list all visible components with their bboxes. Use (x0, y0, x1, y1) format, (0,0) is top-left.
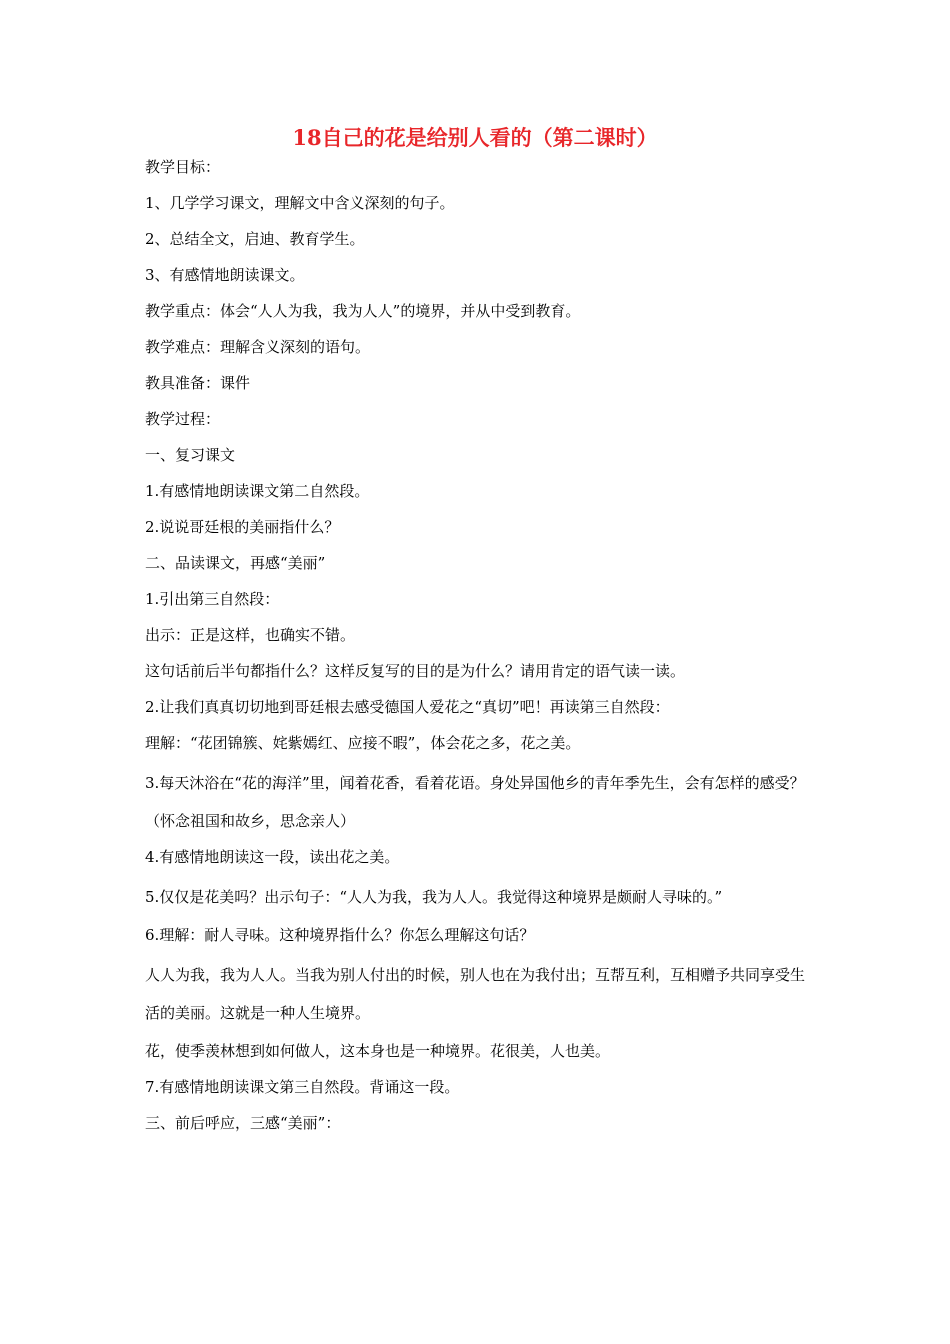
process-step: 1.引出第三自然段： (145, 590, 280, 608)
process-step-paragraph: 人人为我，我为人人。当我为别人付出的时候，别人也在为我付出；互帮互利，互相赠予共同享受生活的美丽。这就是一种人生境界。 (145, 966, 806, 1022)
teaching-focus: 教学重点：体会“人人为我，我为人人”的境界，并从中受到教育。 (145, 302, 581, 320)
process-step: 2.说说哥廷根的美丽指什么？ (145, 518, 340, 536)
process-step: 出示：正是这样，也确实不错。 (145, 626, 356, 644)
process-step: 7.有感情地朗读课文第三自然段。背诵这一段。 (145, 1078, 460, 1096)
process-step: 2.让我们真真切切地到哥廷根去感受德国人爱花之“真切”吧！再读第三自然段： (145, 698, 670, 716)
objective-item-1: 1、几学学习课文，理解文中含义深刻的句子。 (145, 194, 455, 212)
section-heading-objectives: 教学目标： (145, 158, 221, 176)
process-step: 理解：“花团锦簇、姹紫嫣红、应接不暇”，体会花之多，花之美。 (145, 734, 581, 752)
process-step: 花，使季羡林想到如何做人，这本身也是一种境界。花很美，人也美。 (145, 1042, 611, 1060)
process-section-1: 一、复习课文 (145, 446, 236, 464)
process-step-paragraph: 5.仅仅是花美吗？出示句子：“人人为我，我为人人。我觉得这种境界是颇耐人寻味的。” (145, 888, 723, 906)
section-heading-process: 教学过程： (145, 410, 221, 428)
process-step: 6.理解：耐人寻味。这种境界指什么？你怎么理解这句话？ (145, 926, 535, 944)
process-step: 这句话前后半句都指什么？这样反复写的目的是为什么？请用肯定的语气读一读。 (145, 662, 686, 680)
process-step-paragraph: 3.每天沐浴在“花的海洋”里，闻着花香，看着花语。身处异国他乡的青年季先生，会有怎样的感受？ (145, 774, 805, 792)
teaching-difficulty: 教学难点：理解含义深刻的语句。 (145, 338, 371, 356)
process-section-3: 三、前后呼应，三感“美丽”： (145, 1114, 341, 1132)
process-section-2: 二、品读课文，再感“美丽” (145, 554, 326, 572)
process-step: 4.有感情地朗读这一段，读出花之美。 (145, 848, 400, 866)
process-step: （怀念祖国和故乡，思念亲人） (145, 812, 356, 830)
objective-item-3: 3、有感情地朗读课文。 (145, 266, 305, 284)
document-body (145, 149, 810, 1141)
process-step: 1.有感情地朗读课文第二自然段。 (145, 482, 370, 500)
objective-item-2: 2、总结全文，启迪、教育学生。 (145, 230, 365, 248)
document-title: 18自己的花是给别人看的（第二课时） (292, 125, 658, 150)
teaching-materials: 教具准备：课件 (145, 374, 251, 392)
